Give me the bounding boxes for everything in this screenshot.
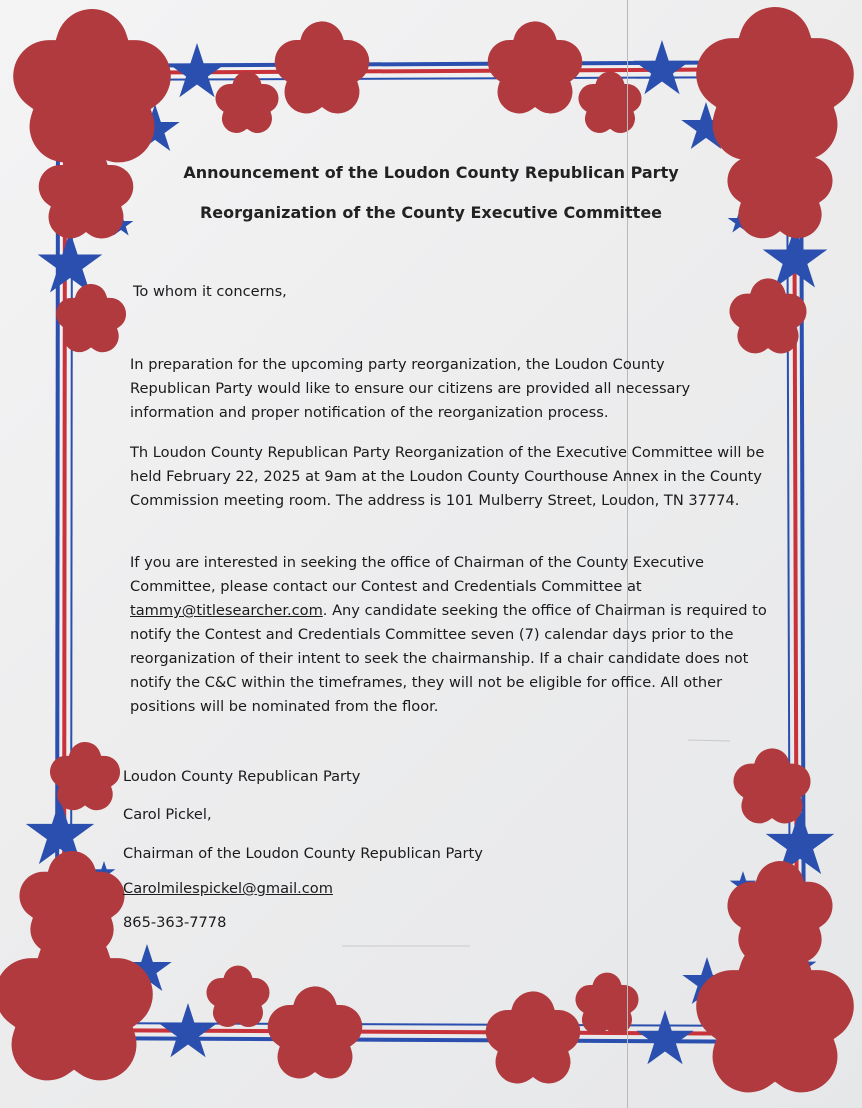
signature-organization: Loudon County Republican Party: [123, 768, 361, 785]
star-outline-icon: [751, 885, 808, 939]
paragraph-3-text-start: If you are interested in seeking the office of Chairman of the County Executive Committee, please contact our Contest and Credentials Committee at: [130, 554, 704, 595]
star-outline-icon: [747, 296, 789, 336]
paragraph-3: [130, 551, 770, 719]
star-outline-icon: [732, 43, 818, 124]
star-outline-icon: [72, 300, 110, 336]
signature-name: Carol Pickel,: [123, 806, 212, 823]
signature-email-link[interactable]: Carolmilespickel@gmail.com: [123, 880, 333, 897]
star-icon: [636, 1010, 693, 1064]
title-line-1: Announcement of the Loudon County Republican Party: [183, 163, 679, 182]
contest-email-link[interactable]: tammy@titlesearcher.com: [130, 602, 323, 619]
signature-title: Chairman of the Loudon County Republican Party: [123, 845, 483, 862]
star-outline-icon: [66, 758, 104, 794]
star-icon: [168, 43, 225, 97]
star-outline-icon: [289, 1008, 340, 1057]
signature-phone: 865-363-7778: [123, 914, 227, 931]
star-outline-icon: [509, 43, 560, 92]
star-outline-icon: [732, 975, 818, 1056]
star-icon: [633, 40, 690, 94]
star-outline-icon: [751, 766, 793, 806]
star-outline-icon: [221, 980, 255, 1013]
star-outline-icon: [593, 86, 627, 119]
salutation: To whom it concerns,: [133, 283, 287, 300]
star-outline-icon: [31, 963, 117, 1044]
paragraph-3-text-end: . Any candidate seeking the office of Chairman is required to notify the Contest and Credentials Committee seven (7) calendar days prior to the reorganization of their intent to seek the chairmanship. If a chair candidate does not notify the C&C within the timeframes, they will not be eligible for office. All other positions will be nominated from the floor.: [130, 602, 767, 715]
star-outline-icon: [49, 45, 135, 126]
divider: [688, 740, 730, 741]
star-outline-icon: [590, 987, 624, 1020]
star-outline-icon: [230, 86, 264, 119]
paragraph-1: In preparation for the upcoming party reorganization, the Loudon County Republican Party would like to ensure our citizens are provided all necessary information and proper notification of the reorganization process.: [130, 356, 691, 421]
star-outline-icon: [507, 1013, 558, 1062]
title-line-2: Reorganization of the County Executive Committee: [199, 203, 663, 222]
star-icon: [38, 231, 103, 293]
star-outline-icon: [296, 43, 347, 92]
paragraph-2: Th Loudon County Republican Party Reorganization of the Executive Committee will be held February 22, 2025 at 9am at the Loudon County Courthouse Annex in the County Commission meeting room. The address is 101 Mulberry Street, Loudon, TN 37774.: [130, 444, 765, 509]
star-outline-icon: [43, 875, 100, 929]
